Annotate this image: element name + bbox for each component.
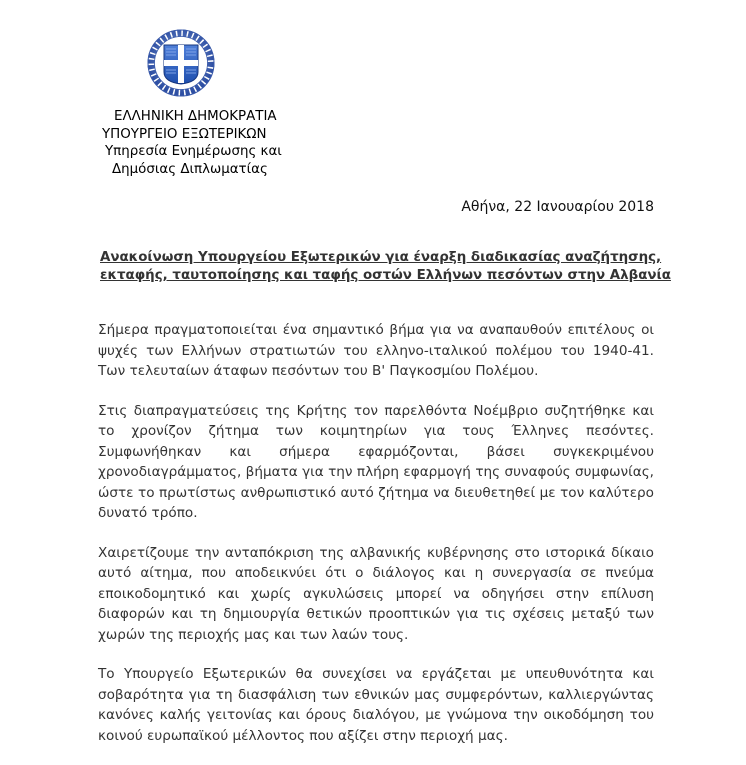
- ministry-header: [100, 108, 300, 178]
- header-line-diplomacy: Δημόσιας Διπλωματίας: [112, 161, 268, 177]
- document-body: [98, 320, 654, 765]
- paragraph-3: Χαιρετίζουμε την ανταπόκριση της αλβανικής κυβέρνησης στο ιστορικά δίκαιο αυτό αίτημα, που αποδεικνύει ότι ο διάλογος και η συνεργασία σε πνεύμα εποικοδομητικό και χωρίς αγκυλώσεις μπορεί να οδηγήσει στην επίλυση διαφορών και τη δημιουργία θετικών προοπτικών για τις σχέσεις μεταξύ των χωρών της περιοχής μας και των λαών τους.: [98, 544, 654, 643]
- header-line-ministry: ΥΠΟΥΡΓΕΙΟ ΕΞΩΤΕΡΙΚΩΝ: [102, 126, 267, 142]
- title-line-2: εκταφής, ταυτοποίησης και ταφής οστών Ελλήνων πεσόντων στην Αλβανία: [100, 268, 671, 283]
- paragraph-4: Το Υπουργείο Εξωτερικών θα συνεχίσει να εργάζεται με υπευθυνότητα και σοβαρότητα για τη διασφάλιση των εθνικών μας συμφερόντων, καλλιεργώντας κανόνες καλής γειτονίας και όρους διαλόγου, με γνώμονα την οικοδόμηση του κοινού ευρωπαϊκού μέλλοντος που αξίζει στην περιοχή μας.: [98, 666, 654, 744]
- paragraph-2: Στις διαπραγματεύσεις της Κρήτης τον παρελθόντα Νοέμβριο συζητήθηκε και το χρονίζον ζήτημα των κοιμητηρίων για τους Έλληνες πεσόντες. Συμφωνήθηκαν και σήμερα εφαρμόζονται, βάσει συγκεκριμένου χρονοδιαγράμματος, βήματα για την πλήρη εφαρμογή της συναφούς συμφωνίας, ώστε το πρωτίστως ανθρωπιστικό αυτό ζήτημα να διευθετηθεί με τον καλύτερο δυνατό τρόπο.: [98, 402, 654, 521]
- document-title: [100, 249, 671, 285]
- greek-coat-of-arms-icon: [146, 28, 216, 98]
- header-line-service: Υπηρεσία Ενημέρωσης και: [105, 144, 282, 159]
- title-line-1: Ανακοίνωση Υπουργείου Εξωτερικών για έναρξη διαδικασίας αναζήτησης,: [100, 250, 662, 265]
- document-date: Αθήνα, 22 Ιανουαρίου 2018: [461, 199, 654, 215]
- header-line-republic: ΕΛΛΗΝΙΚΗ ΔΗΜΟΚΡΑΤΙΑ: [114, 109, 277, 124]
- paragraph-1: Σήμερα πραγματοποιείται ένα σημαντικό βήμα για να αναπαυθούν επιτέλους οι ψυχές των Ελλήνων στρατιωτών του ελληνο-ιταλικού πολέμου του 1940-41. Των τελευταίων άταφων πεσόντων του Β' Παγκοσμίου Πολέμου.: [98, 322, 654, 379]
